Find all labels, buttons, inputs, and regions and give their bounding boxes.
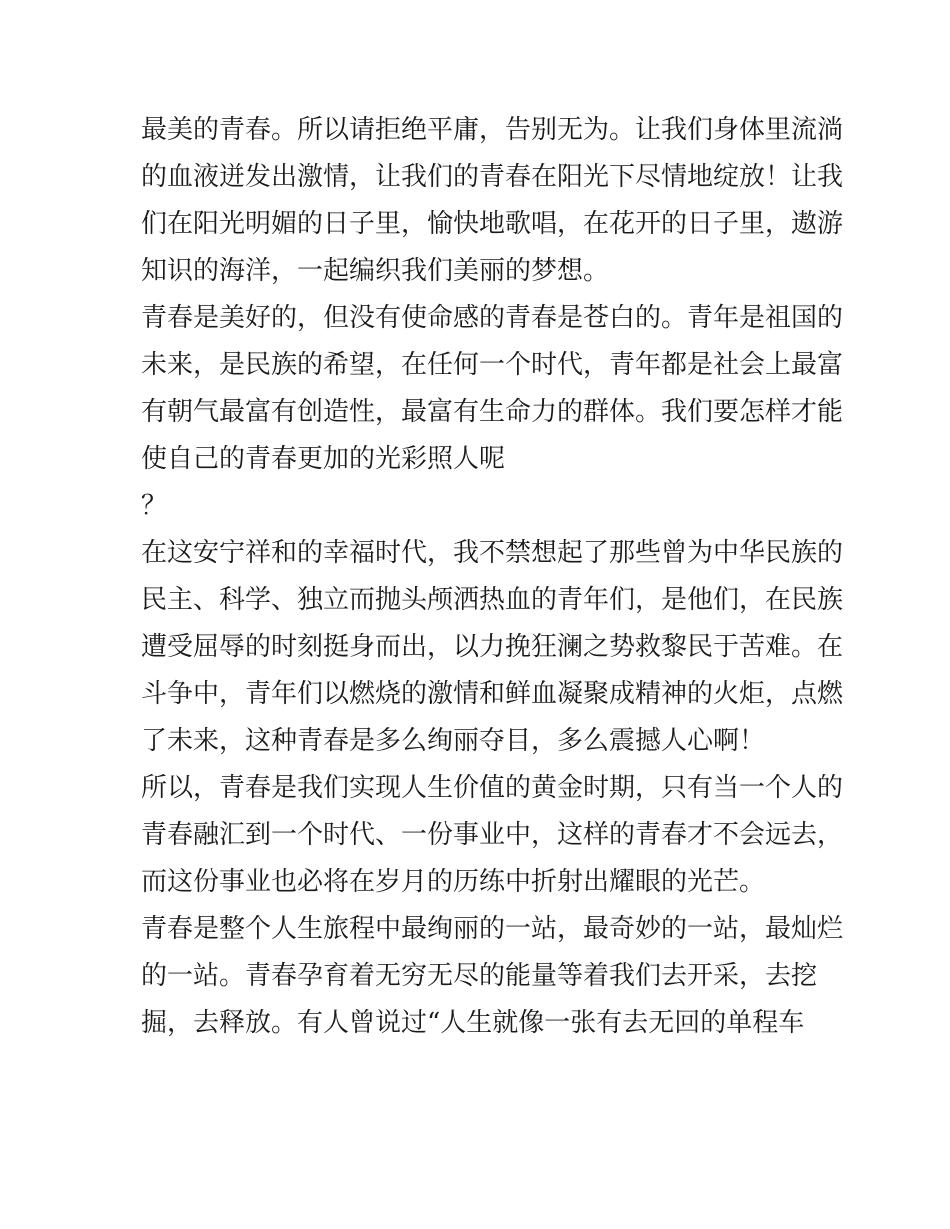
text-line: 遭受屈辱的时刻挺身而出，以力挽狂澜之势救黎民于苦难。在: [141, 632, 844, 662]
text-line: 斗争中，青年们以燃烧的激情和鲜血凝聚成精神的火炬，点燃: [141, 679, 844, 709]
text-line: ？: [141, 491, 168, 521]
text-line: 的一站。青春孕育着无穷无尽的能量等着我们去开采，去挖: [141, 961, 818, 991]
text-line: 的血液迸发出激情，让我们的青春在阳光下尽情地绽放！让我: [141, 162, 844, 192]
text-line: 掘，去释放。有人曾说过“人生就像一张有去无回的单程车: [141, 1008, 805, 1038]
body-text: [141, 107, 844, 1047]
text-line: 青春融汇到一个时代、一份事业中，这样的青春才不会远去，: [141, 820, 844, 850]
text-line: 使自己的青春更加的光彩照人呢: [141, 444, 506, 474]
text-line: 青春是整个人生旅程中最绚丽的一站，最奇妙的一站，最灿烂: [141, 914, 844, 944]
text-line: 最美的青春。所以请拒绝平庸，告别无为。让我们身体里流淌: [141, 115, 844, 145]
text-line: 民主、科学、独立而抛头颅洒热血的青年们，是他们，在民族: [141, 585, 844, 615]
text-line: 有朝气最富有创造性，最富有生命力的群体。我们要怎样才能: [141, 397, 844, 427]
text-line: 在这安宁祥和的幸福时代，我不禁想起了那些曾为中华民族的: [141, 538, 844, 568]
text-line: 了未来，这种青春是多么绚丽夺目，多么震撼人心啊！: [141, 726, 766, 756]
text-line: 知识的海洋，一起编织我们美丽的梦想。: [141, 256, 610, 286]
text-line: 青春是美好的，但没有使命感的青春是苍白的。青年是祖国的: [141, 303, 844, 333]
text-line: 们在阳光明媚的日子里，愉快地歌唱，在花开的日子里，遨游: [141, 209, 844, 239]
text-line: 而这份事业也必将在岁月的历练中折射出耀眼的光芒。: [141, 867, 766, 897]
text-line: 未来，是民族的希望，在任何一个时代，青年都是社会上最富: [141, 350, 844, 380]
text-line: 所以，青春是我们实现人生价值的黄金时期，只有当一个人的: [141, 773, 844, 803]
